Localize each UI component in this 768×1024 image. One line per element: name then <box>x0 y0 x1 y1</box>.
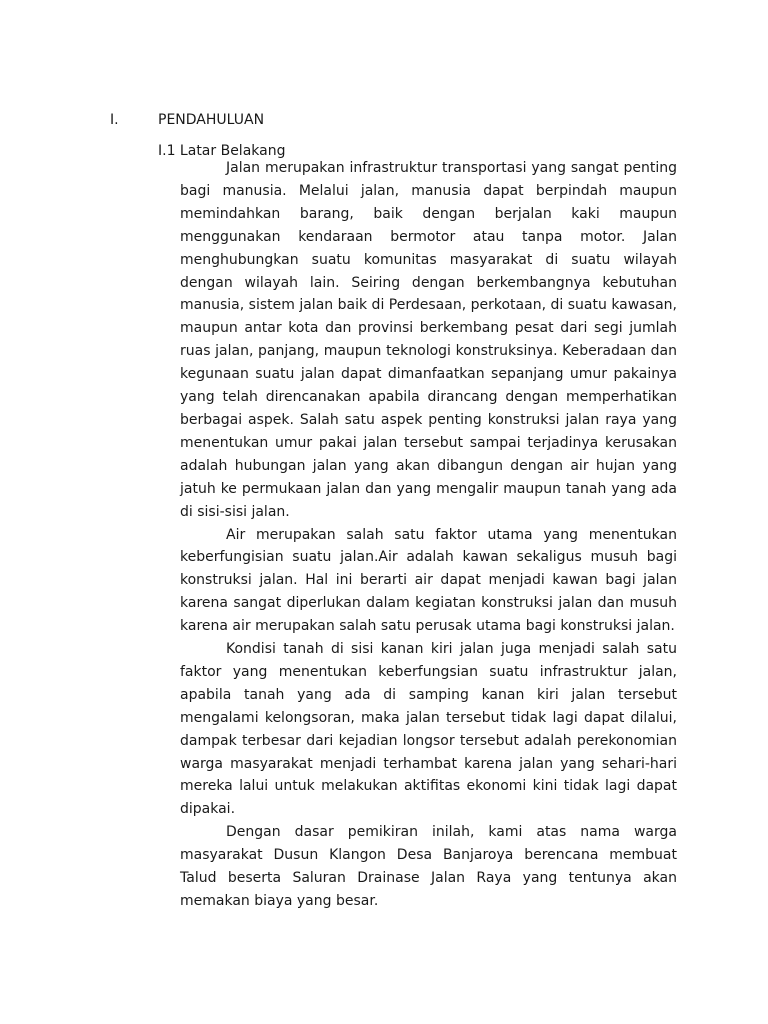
section-number: I. <box>110 112 119 128</box>
subsection-title: I.1 Latar Belakang <box>158 143 286 159</box>
section-title: PENDAHULUAN <box>158 112 265 128</box>
paragraph: Jalan merupakan infrastruktur transportasi yang sangat penting bagi manusia. Melalui jalan, manusia dapat berpindah maupun memindahkan barang, baik dengan berjalan kaki maupun menggunakan kendaraan bermotor atau tanpa motor. Jalan menghubungkan suatu komunitas masyarakat di suatu wilayah dengan wilayah lain. Seiring dengan berkembangnya kebutuhan manusia, sistem jalan baik di Perdesaan, perkotaan, di suatu kawasan, maupun antar kota dan provinsi berkembang pesat dari segi jumlah ruas jalan, panjang, maupun teknologi konstruksinya. Keberadaan dan kegunaan suatu jalan dapat dimanfaatkan sepanjang umur pakainya yang telah direncanakan apabila dirancang dengan memperhatikan berbagai aspek. Salah satu aspek penting konstruksi jalan raya yang menentukan umur pakai jalan tersebut sampai terjadinya kerusakan adalah hubungan jalan yang akan dibangun dengan air hujan yang jatuh ke permukaan jalan dan yang mengalir maupun tanah yang ada di sisi-sisi jalan. <box>180 160 677 520</box>
paragraph: Kondisi tanah di sisi kanan kiri jalan juga menjadi salah satu faktor yang menentukan keberfungsian suatu infrastruktur jalan, apabila tanah yang ada di samping kanan kiri jalan tersebut mengalami kelongsoran, maka jalan tersebut tidak lagi dapat dilalui, dampak terbesar dari kejadian longsor tersebut adalah perekonomian warga masyarakat menjadi terhambat karena jalan yang sehari-hari mereka lalui untuk melakukan aktifitas ekonomi kini tidak lagi dapat dipakai. <box>180 641 677 818</box>
paragraph: Dengan dasar pemikiran inilah, kami atas nama warga masyarakat Dusun Klangon Desa Banjaroya berencana membuat Talud beserta Saluran Drainase Jalan Raya yang tentunya akan memakan biaya yang besar. <box>180 824 677 909</box>
paragraph: Air merupakan salah satu faktor utama yang menentukan keberfungisian suatu jalan.Air adalah kawan sekaligus musuh bagi konstruksi jalan. Hal ini berarti air dapat menjadi kawan bagi jalan karena sangat diperlukan dalam kegiatan konstruksi jalan dan musuh karena air merupakan salah satu perusak utama bagi konstruksi jalan. <box>180 526 677 635</box>
document-body <box>180 157 677 913</box>
